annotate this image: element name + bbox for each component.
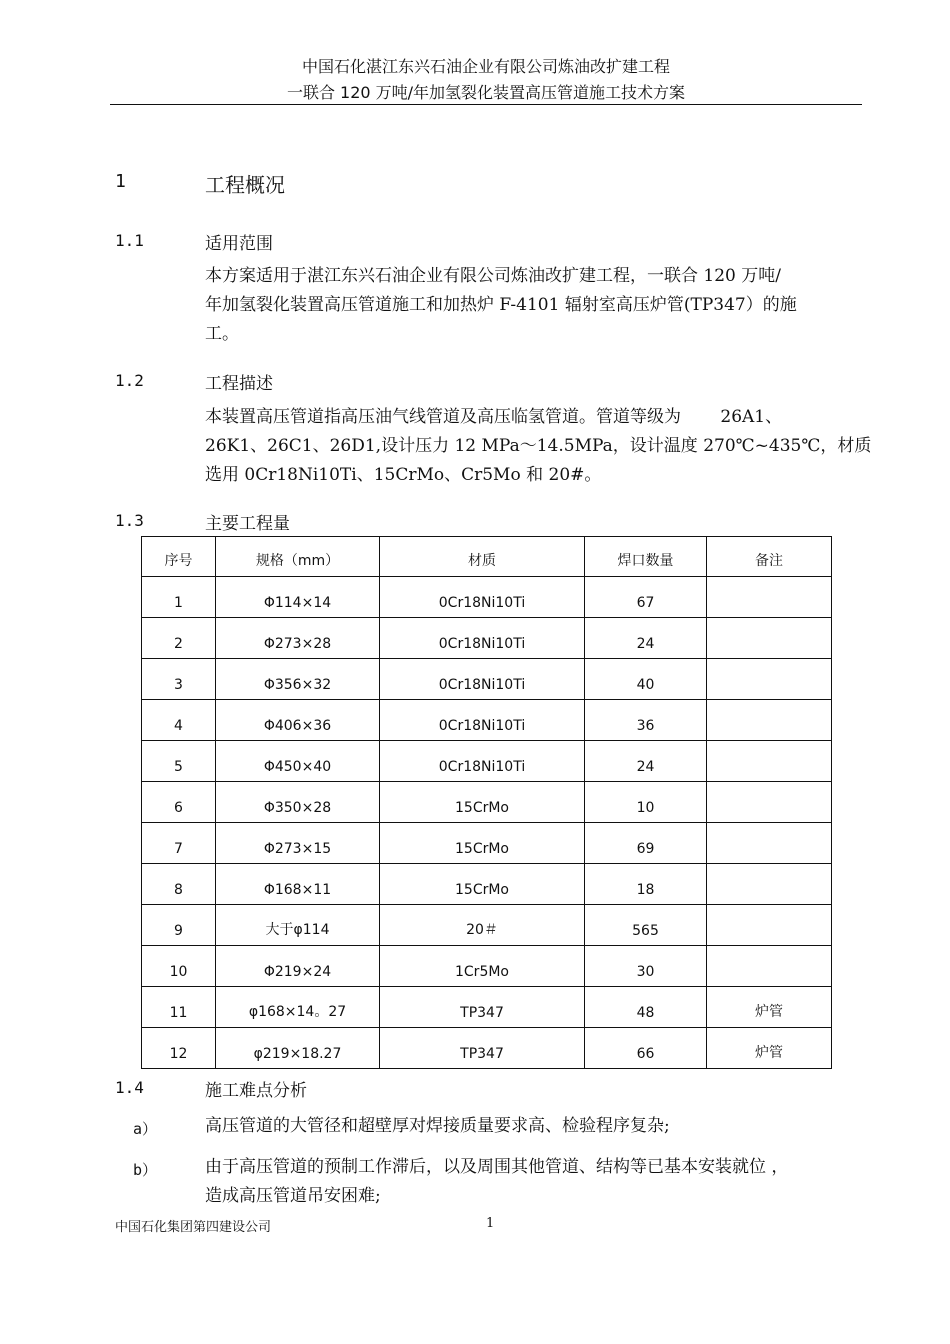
cell-remark <box>707 782 832 823</box>
paragraph-line: 工。 <box>205 324 239 344</box>
cell-remark <box>707 905 832 946</box>
item-b-text <box>205 1153 860 1211</box>
cell-material: 0Cr18Ni10Ti <box>380 700 585 741</box>
cell-weld-count: 66 <box>585 1028 707 1069</box>
cell-remark <box>707 618 832 659</box>
cell-remark <box>707 700 832 741</box>
table-row <box>142 782 832 823</box>
cell-index: 12 <box>142 1028 216 1069</box>
table-row <box>142 864 832 905</box>
cell-material: TP347 <box>380 987 585 1028</box>
cell-material: TP347 <box>380 1028 585 1069</box>
cell-index: 2 <box>142 618 216 659</box>
cell-material: 0Cr18Ni10Ti <box>380 618 585 659</box>
section-1-2-number: 1.2 <box>115 371 144 390</box>
table-row <box>142 577 832 618</box>
cell-weld-count: 24 <box>585 741 707 782</box>
header-cell-remark: 备注 <box>707 537 832 577</box>
item-b-label: b） <box>133 1161 158 1179</box>
cell-weld-count: 40 <box>585 659 707 700</box>
cell-material: 15CrMo <box>380 823 585 864</box>
section-1-3-title: 主要工程量 <box>205 514 290 534</box>
header-cell-index: 序号 <box>142 537 216 577</box>
section-1-4-number: 1.4 <box>115 1078 144 1097</box>
cell-index: 10 <box>142 946 216 987</box>
footer-page-number: 1 <box>486 1216 495 1231</box>
cell-index: 1 <box>142 577 216 618</box>
cell-material: 0Cr18Ni10Ti <box>380 577 585 618</box>
cell-spec: Φ219×24 <box>216 946 380 987</box>
header-rule <box>110 104 862 105</box>
cell-remark <box>707 864 832 905</box>
cell-index: 7 <box>142 823 216 864</box>
cell-index: 4 <box>142 700 216 741</box>
cell-remark <box>707 577 832 618</box>
table-row <box>142 741 832 782</box>
cell-weld-count: 10 <box>585 782 707 823</box>
cell-index: 6 <box>142 782 216 823</box>
cell-weld-count: 69 <box>585 823 707 864</box>
section-1-4-title: 施工难点分析 <box>205 1081 307 1101</box>
cell-index: 5 <box>142 741 216 782</box>
cell-remark <box>707 659 832 700</box>
cell-weld-count: 48 <box>585 987 707 1028</box>
header-cell-spec: 规格（mm） <box>216 537 380 577</box>
cell-spec: Φ406×36 <box>216 700 380 741</box>
section-1-2-paragraph <box>205 403 872 490</box>
header-title-line2: 一联合 120 万吨/年加氢裂化装置高压管道施工技术方案 <box>286 83 686 102</box>
item-line: 高压管道的大管径和超壁厚对焊接质量要求高、检验程序复杂; <box>205 1116 670 1136</box>
paragraph-line: 年加氢裂化装置高压管道施工和加热炉 F-4101 辐射室高压炉管(TP347）的施 <box>205 295 797 315</box>
paragraph-line: 26K1、26C1、26D1,设计压力 12 MPa～14.5MPa，设计温度 270℃~435℃，材质 <box>205 436 872 456</box>
section-1-1-title: 适用范围 <box>205 234 273 254</box>
cell-weld-count: 24 <box>585 618 707 659</box>
table-row <box>142 618 832 659</box>
cell-index: 8 <box>142 864 216 905</box>
table-row <box>142 905 832 946</box>
cell-weld-count: 18 <box>585 864 707 905</box>
cell-index: 9 <box>142 905 216 946</box>
footer-company: 中国石化集团第四建设公司 <box>115 1220 272 1235</box>
cell-material: 0Cr18Ni10Ti <box>380 741 585 782</box>
cell-spec: φ219×18.27 <box>216 1028 380 1069</box>
cell-remark <box>707 741 832 782</box>
cell-weld-count: 67 <box>585 577 707 618</box>
header-cell-material: 材质 <box>380 537 585 577</box>
cell-material: 15CrMo <box>380 864 585 905</box>
paragraph-line: 本方案适用于湛江东兴石油企业有限公司炼油改扩建工程，一联合 120 万吨/ <box>205 266 781 286</box>
table-row <box>142 700 832 741</box>
header-cell-weld-count: 焊口数量 <box>585 537 707 577</box>
section-1-title: 工程概况 <box>205 173 285 197</box>
work-quantity-table <box>141 536 832 1069</box>
cell-spec: Φ273×28 <box>216 618 380 659</box>
cell-material: 15CrMo <box>380 782 585 823</box>
cell-spec: Φ450×40 <box>216 741 380 782</box>
table-row <box>142 987 832 1028</box>
section-1-1-number: 1.1 <box>115 231 144 250</box>
paragraph-line: 选用 0Cr18Ni10Ti、15CrMo、Cr5Mo 和 20#。 <box>205 465 602 485</box>
item-line: 由于高压管道的预制工作滞后，以及周围其他管道、结构等已基本安装就位 ， <box>205 1157 789 1177</box>
cell-remark <box>707 823 832 864</box>
table-row <box>142 1028 832 1069</box>
section-1-2-title: 工程描述 <box>205 374 273 394</box>
cell-remark: 炉管 <box>707 987 832 1028</box>
cell-spec: 大于φ114 <box>216 905 380 946</box>
cell-material: 20＃ <box>380 905 585 946</box>
section-1-number: 1 <box>115 171 126 192</box>
table-row <box>142 659 832 700</box>
item-line: 造成高压管道吊安困难; <box>205 1186 381 1206</box>
cell-index: 11 <box>142 987 216 1028</box>
section-1-3-number: 1.3 <box>115 511 144 530</box>
cell-spec: Φ356×32 <box>216 659 380 700</box>
cell-spec: Φ273×15 <box>216 823 380 864</box>
cell-remark: 炉管 <box>707 1028 832 1069</box>
header-title-line1: 中国石化湛江东兴石油企业有限公司炼油改扩建工程 <box>301 57 670 76</box>
table-row <box>142 946 832 987</box>
cell-spec: Φ350×28 <box>216 782 380 823</box>
table-row <box>142 823 832 864</box>
item-a-label: a） <box>133 1120 158 1138</box>
section-1-1-paragraph <box>205 262 860 349</box>
cell-weld-count: 30 <box>585 946 707 987</box>
cell-index: 3 <box>142 659 216 700</box>
cell-material: 1Cr5Mo <box>380 946 585 987</box>
cell-spec: Φ114×14 <box>216 577 380 618</box>
item-a-text <box>205 1112 860 1141</box>
cell-material: 0Cr18Ni10Ti <box>380 659 585 700</box>
cell-weld-count: 565 <box>585 905 707 946</box>
paragraph-line: 本装置高压管道指高压油气线管道及高压临氢管道。管道等级为 26A1、 <box>205 407 783 427</box>
cell-spec: Φ168×11 <box>216 864 380 905</box>
cell-spec: φ168×14。27 <box>216 987 380 1028</box>
table-header-row <box>142 537 832 577</box>
cell-weld-count: 36 <box>585 700 707 741</box>
cell-remark <box>707 946 832 987</box>
